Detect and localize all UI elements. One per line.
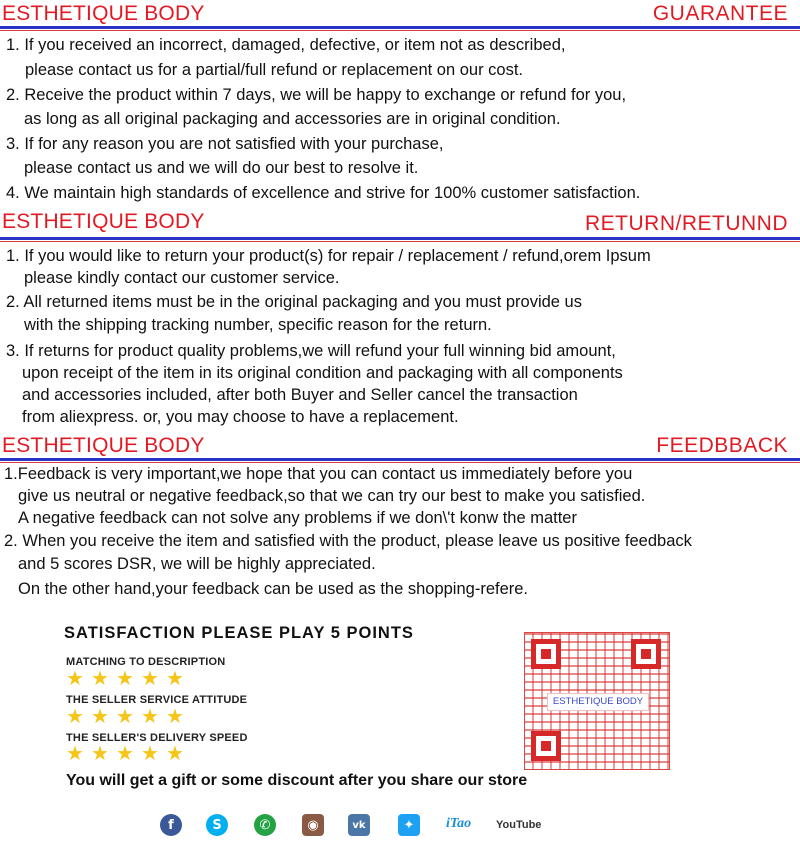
star-icon: ★ xyxy=(141,668,159,690)
star-icon: ★ xyxy=(116,668,134,690)
rating-stars xyxy=(66,708,184,726)
instagram-icon[interactable]: ◉ xyxy=(302,814,324,836)
return-line: please kindly contact our customer service. xyxy=(24,269,340,287)
vk-icon[interactable]: vk xyxy=(348,814,370,836)
star-icon: ★ xyxy=(66,706,84,728)
guarantee-line: as long as all original packaging and accessories are in original condition. xyxy=(24,110,561,128)
facebook-icon[interactable]: f xyxy=(160,814,182,836)
section-header-return xyxy=(0,210,800,236)
brand-label: ESTHETIQUE BODY xyxy=(2,2,205,25)
section-header-feedback xyxy=(0,434,800,460)
rating-label: THE SELLER'S DELIVERY SPEED xyxy=(66,732,248,744)
qr-code xyxy=(524,632,670,770)
return-line: from aliexpress. or, you may choose to have a replacement. xyxy=(22,408,459,426)
star-icon: ★ xyxy=(91,668,109,690)
rating-label: THE SELLER SERVICE ATTITUDE xyxy=(66,694,248,706)
brand-label: ESTHETIQUE BODY xyxy=(2,210,205,233)
rating-stars xyxy=(66,745,184,763)
star-icon: ★ xyxy=(91,743,109,765)
return-line: 2. All returned items must be in the original packaging and you must provide us xyxy=(6,293,582,311)
feedback-line: give us neutral or negative feedback,so that we can try our best to make you satisfied. xyxy=(18,487,646,505)
star-icon: ★ xyxy=(91,706,109,728)
guarantee-line: 4. We maintain high standards of excellence and strive for 100% customer satisfaction. xyxy=(6,184,641,202)
feedback-line: A negative feedback can not solve any problems if we don\'t konw the matter xyxy=(18,509,577,527)
star-icon: ★ xyxy=(166,706,184,728)
youtube-label: YouTube xyxy=(496,819,542,831)
satisfaction-title: SATISFACTION PLEASE PLAY 5 POINTS xyxy=(64,624,414,642)
return-line: 1. If you would like to return your product(s) for repair / replacement / refund,orem Ipsum xyxy=(6,247,651,265)
rating-label: MATCHING TO DESCRIPTION xyxy=(66,656,226,668)
youtube-icon[interactable] xyxy=(496,819,541,831)
star-icon: ★ xyxy=(66,668,84,690)
feedback-line: and 5 scores DSR, we will be highly appreciated. xyxy=(18,555,376,573)
brand-label: ESTHETIQUE BODY xyxy=(2,434,205,457)
section-header-guarantee xyxy=(0,2,800,28)
feedback-line: 1.Feedback is very important,we hope that you can contact us immediately before you xyxy=(4,465,633,483)
qr-label: ESTHETIQUE BODY xyxy=(547,693,649,711)
twitter-icon[interactable]: ✦ xyxy=(398,814,420,836)
divider xyxy=(0,458,800,461)
qr-finder xyxy=(531,731,561,761)
section-title-feedback: FEEDBBACK xyxy=(656,434,788,457)
feedback-line: On the other hand,your feedback can be used as the shopping-refere. xyxy=(18,580,529,598)
divider xyxy=(0,241,800,242)
star-icon: ★ xyxy=(141,743,159,765)
itao-icon[interactable]: iTao xyxy=(446,816,472,831)
return-line: and accessories included, after both Buyer and Seller cancel the transaction xyxy=(22,386,578,404)
star-icon: ★ xyxy=(66,743,84,765)
guarantee-line: 2. Receive the product within 7 days, we will be happy to exchange or refund for you, xyxy=(6,86,627,104)
star-icon: ★ xyxy=(166,668,184,690)
star-icon: ★ xyxy=(166,743,184,765)
section-title-return: RETURN/RETUNND xyxy=(585,212,788,235)
section-title-guarantee: GUARANTEE xyxy=(652,2,788,25)
return-line: 3. If returns for product quality problems,we will refund your full winning bid amount, xyxy=(6,342,616,360)
rating-stars xyxy=(66,670,184,688)
gift-text: You will get a gift or some discount after you share our store xyxy=(66,772,528,789)
return-line: with the shipping tracking number, specific reason for the return. xyxy=(24,316,492,334)
return-line: upon receipt of the item in its original condition and packaging with all components xyxy=(22,364,623,382)
whatsapp-icon[interactable]: ✆ xyxy=(254,814,276,836)
star-icon: ★ xyxy=(141,706,159,728)
feedback-line: 2. When you receive the item and satisfied with the product, please leave us positive feedback xyxy=(4,532,692,550)
guarantee-line: 1. If you received an incorrect, damaged, defective, or item not as described, xyxy=(6,36,566,54)
divider xyxy=(0,30,800,31)
guarantee-line: please contact us and we will do our best to resolve it. xyxy=(24,159,419,177)
guarantee-line: please contact us for a partial/full refund or replacement on our cost. xyxy=(25,61,524,79)
divider xyxy=(0,462,800,463)
star-icon: ★ xyxy=(116,706,134,728)
divider xyxy=(0,26,800,29)
skype-icon[interactable]: S xyxy=(206,814,228,836)
qr-finder xyxy=(531,639,561,669)
guarantee-line: 3. If for any reason you are not satisfied with your purchase, xyxy=(6,135,444,153)
divider xyxy=(0,237,800,240)
star-icon: ★ xyxy=(116,743,134,765)
qr-finder xyxy=(631,639,661,669)
